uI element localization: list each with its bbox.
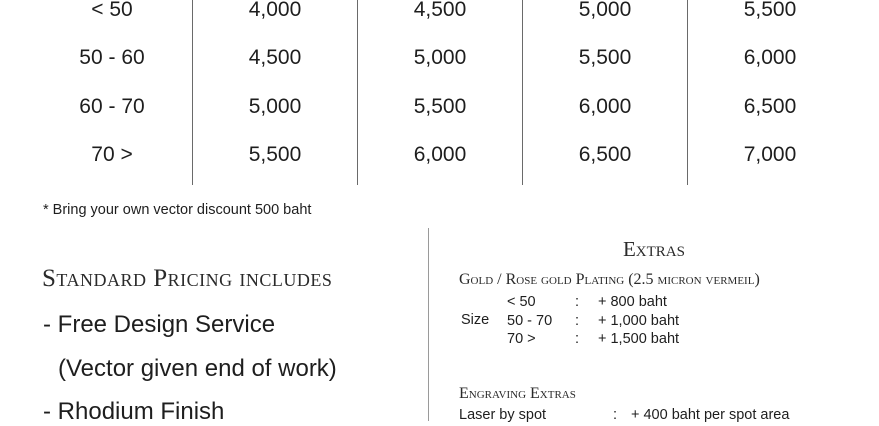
price-cell: 6,000	[578, 95, 632, 118]
engraving-title: Engraving Extras	[459, 385, 576, 402]
table-divider	[687, 0, 688, 185]
plating-sep: :	[575, 313, 580, 329]
table-divider	[192, 0, 193, 185]
price-cell: 5,500	[413, 95, 467, 118]
price-cell: 6,000	[413, 143, 467, 166]
price-cell: 6,500	[578, 143, 632, 166]
size-label: Size	[461, 312, 490, 328]
price-cell: 4,000	[248, 0, 302, 21]
feature-item: (Vector given end of work)	[58, 355, 337, 382]
size-cell: 70 >	[91, 143, 133, 166]
engraving-sep: :	[613, 407, 618, 423]
price-cell: 5,000	[248, 95, 302, 118]
price-cell: 7,000	[743, 143, 797, 166]
price-cell: 5,500	[743, 0, 797, 21]
plating-sep: :	[575, 331, 580, 347]
plating-size: 50 - 70	[507, 313, 553, 329]
plating-price: + 1,500 baht	[598, 331, 680, 347]
feature-item: - Free Design Service	[43, 311, 276, 338]
engraving-label: Laser by spot	[459, 407, 547, 423]
engraving-price: + 400 baht per spot area	[631, 407, 790, 423]
size-cell: 50 - 60	[79, 46, 145, 69]
extras-title: Extras	[622, 237, 685, 261]
table-divider	[522, 0, 523, 185]
plating-sep: :	[575, 294, 580, 310]
plating-size: < 50	[507, 294, 536, 310]
price-cell: 6,500	[743, 95, 797, 118]
price-cell: 5,500	[578, 46, 632, 69]
table-divider	[357, 0, 358, 185]
size-cell: < 50	[91, 0, 133, 21]
section-divider	[428, 228, 429, 421]
price-cell: 5,000	[413, 46, 467, 69]
price-cell: 4,500	[413, 0, 467, 21]
vector-discount-note: * Bring your own vector discount 500 baht	[43, 202, 312, 218]
price-cell: 5,000	[578, 0, 632, 21]
plating-price: + 800 baht	[598, 294, 667, 310]
standard-pricing-title: Standard Pricing includes	[42, 265, 333, 292]
plating-price: + 1,000 baht	[598, 313, 680, 329]
plating-title: Gold / Rose gold Plating (2.5 micron vermeil)	[459, 271, 760, 288]
size-cell: 60 - 70	[79, 95, 145, 118]
price-cell: 4,500	[248, 46, 302, 69]
feature-item: - Rhodium Finish	[43, 398, 225, 425]
plating-size: 70 >	[507, 331, 536, 347]
price-cell: 6,000	[743, 46, 797, 69]
price-cell: 5,500	[248, 143, 302, 166]
